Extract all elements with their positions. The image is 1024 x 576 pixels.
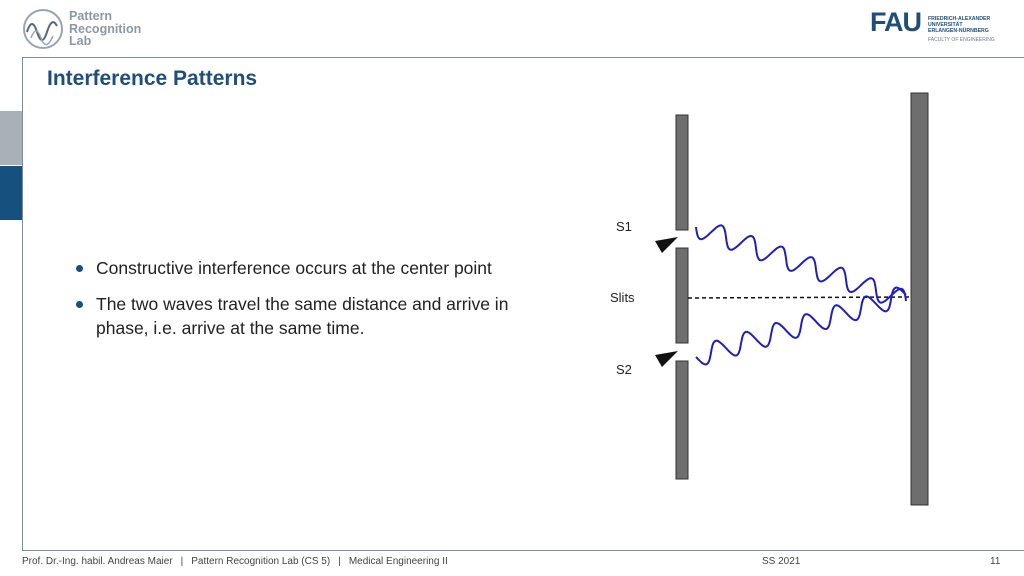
side-tab-active	[0, 166, 22, 220]
bullet-dot-icon	[76, 265, 83, 272]
fau-university-name	[928, 16, 990, 34]
bullet-list	[70, 256, 530, 352]
side-tab-inactive	[0, 111, 22, 165]
pattern-recognition-lab-logo	[22, 8, 162, 52]
bullet-text: Constructive interference occurs at the center point	[96, 258, 492, 278]
footer-info	[22, 556, 448, 567]
label-slits: Slits	[610, 290, 635, 305]
logo-line-2: Recognition	[69, 21, 142, 36]
wave-from-s1	[696, 225, 906, 302]
fau-line-3: ERLANGEN-NÜRNBERG	[928, 28, 989, 34]
fau-wordmark: FAU	[870, 7, 921, 37]
slide-title: Interference Patterns	[47, 67, 258, 90]
screen	[911, 93, 928, 505]
bullet-item	[70, 256, 530, 280]
lab-logo-icon	[22, 8, 66, 52]
fau-line-2: UNIVERSITÄT	[928, 22, 963, 28]
lab-logo-text	[69, 10, 141, 48]
double-slit-diagram	[600, 85, 960, 515]
bullet-text: The two waves travel the same distance and arrive in phase, i.e. arrive at the same time.	[96, 294, 509, 338]
footer-divider	[22, 550, 1024, 551]
fau-line-1: FRIEDRICH-ALEXANDER	[928, 16, 991, 22]
barrier-middle	[676, 248, 688, 343]
wave-from-s2	[696, 288, 906, 365]
header-divider	[22, 57, 1024, 58]
barrier-bottom	[676, 361, 688, 479]
label-s1: S1	[616, 219, 632, 234]
arrow-s2-icon	[655, 351, 678, 367]
left-border	[22, 57, 23, 550]
footer-separator: |	[180, 556, 184, 567]
fau-faculty: FACULTY OF ENGINEERING	[928, 37, 995, 43]
logo-line-1: Pattern	[69, 9, 113, 23]
footer-term: SS 2021	[762, 556, 801, 567]
fau-logo	[870, 8, 1005, 48]
arrow-s1-icon	[655, 237, 678, 253]
label-s2: S2	[616, 362, 632, 377]
bullet-item	[70, 292, 530, 340]
footer-lab: Pattern Recognition Lab (CS 5)	[191, 556, 331, 567]
bullet-dot-icon	[76, 301, 83, 308]
logo-line-3: Lab	[69, 34, 92, 48]
page-number: 11	[990, 556, 1001, 567]
footer-course: Medical Engineering II	[348, 556, 448, 567]
barrier-top	[676, 115, 688, 230]
footer-separator: |	[338, 556, 341, 567]
footer-author: Prof. Dr.-Ing. habil. Andreas Maier	[22, 556, 173, 567]
